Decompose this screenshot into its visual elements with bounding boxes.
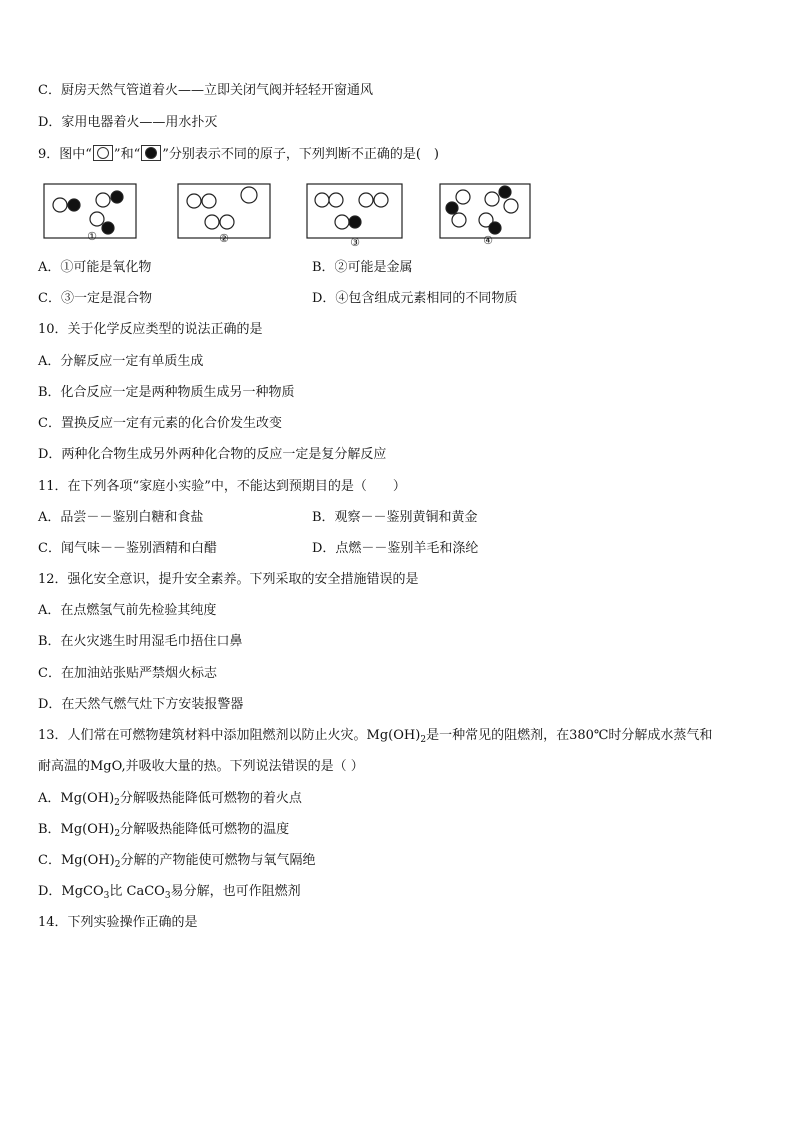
q13-option-a [38,790,302,812]
q9-stem-part2: ”和“ [113,147,141,162]
q13-option-b-rest: 分解吸热能降低可燃物的温度 [120,822,290,837]
q13-stem-text-b: 是一种常见的阻燃剂，在380℃时分解成水蒸气和 [426,728,713,743]
diagram-label-1: ① [87,230,97,243]
q13-option-a-subscript: 2 [114,798,120,808]
q13-option-b-text: B．Mg(OH) [38,822,115,837]
q13-option-c-rest: 分解的产物能使可燃物与氧气隔绝 [120,853,316,868]
q13-stem-line1 [38,727,712,749]
q12-option-c: C．在加油站张贴严禁烟火标志 [38,666,217,681]
diagram-label-4: ④ [483,234,493,247]
q14-stem: 14．下列实验操作正确的是 [38,915,198,930]
q9-option-b: B．②可能是金属 [312,260,413,275]
diagram-box-3 [307,184,402,238]
black-atom-icon [141,145,161,161]
q11-option-b: B．观察－－鉴别黄铜和黄金 [312,510,478,525]
q13-option-d [38,883,301,905]
q13-option-a-text: A．Mg(OH) [38,791,115,806]
q11-option-d: D．点燃－－鉴别羊毛和涤纶 [312,541,479,556]
q10-option-c: C．置换反应一定有元素的化合价发生改变 [38,416,282,431]
q9-option-a: A．①可能是氧化物 [38,260,152,275]
q13-stem-subscript: 2 [420,735,427,745]
diagram-label-2: ② [219,232,229,245]
q13-option-a-rest: 分解吸热能降低可燃物的着火点 [119,791,302,806]
molecule-diagrams [40,178,545,250]
q13-stem-line2: 耐高温的MgO,并吸收大量的热。下列说法错误的是（ ） [38,759,364,774]
q10-stem: 10．关于化学反应类型的说法正确的是 [38,322,263,337]
q13-option-d-subscript-2: 3 [164,891,171,901]
q11-option-a: A．品尝－－鉴别白糖和食盐 [38,510,204,525]
q13-option-d-rest: 易分解，也可作阻燃剂 [170,884,301,899]
q13-option-d-text: D．MgCO [38,884,104,899]
q11-option-c: C．闻气味－－鉴别酒精和白醋 [38,541,217,556]
q9-option-c: C．③一定是混合物 [38,291,152,306]
q9-stem-part1: 9．图中“ [38,147,92,162]
q10-option-a: A．分解反应一定有单质生成 [38,354,204,369]
q12-stem: 12．强化安全意识，提升安全素养。下列采取的安全措施错误的是 [38,572,419,587]
q13-option-d-subscript-1: 3 [103,891,110,901]
q13-option-c-text: C．Mg(OH) [38,853,115,868]
white-atom-icon [93,145,113,161]
q8-option-d: D．家用电器着火——用水扑灭 [38,115,218,130]
q13-option-b-subscript: 2 [114,829,121,839]
q11-stem: 11．在下列各项“家庭小实验”中，不能达到预期目的是（ ） [38,479,406,494]
q8-option-c: C．厨房天然气管道着火——立即关闭气阀并轻轻开窗通风 [38,83,373,98]
q10-option-b: B．化合反应一定是两种物质生成另一种物质 [38,385,295,400]
q9-stem-part3: ”分别表示不同的原子，下列判断不正确的是( ) [162,147,440,162]
q12-option-d: D．在天然气燃气灶下方安装报警器 [38,697,244,712]
q13-option-c-subscript: 2 [114,860,121,870]
q13-option-b [38,821,289,843]
q12-option-b: B．在火灾逃生时用湿毛巾捂住口鼻 [38,634,243,649]
q10-option-d: D．两种化合物生成另外两种化合物的反应一定是复分解反应 [38,447,387,462]
q13-option-c [38,852,315,874]
diagram-label-3: ③ [350,236,360,249]
q12-option-a: A．在点燃氢气前先检验其纯度 [38,603,217,618]
q9-stem [38,145,439,164]
q13-option-d-middle: 比 CaCO [109,884,165,899]
q13-stem-text-a: 13．人们常在可燃物建筑材料中添加阻燃剂以防止火灾。Mg(OH) [38,728,421,743]
q9-option-d: D．④包含组成元素相同的不同物质 [312,291,518,306]
